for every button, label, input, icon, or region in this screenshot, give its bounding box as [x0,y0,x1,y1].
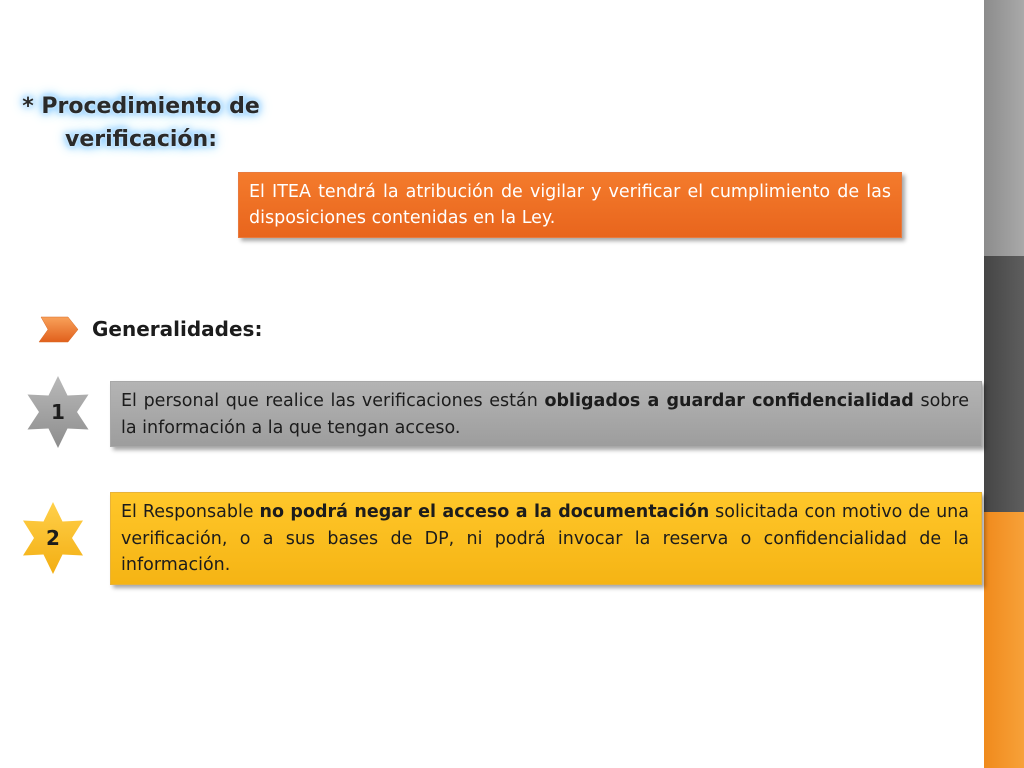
right-stripe-dark [984,256,1024,512]
item-text-plain: El personal que realice las verificaciones están [121,391,545,411]
item-text-bold: no podrá negar el acceso a la documentación [259,502,710,522]
item-badge-number: 2 [46,526,60,550]
right-stripe-orange [984,512,1024,768]
item-text-plain: sobre la información a la que tengan acceso. [121,391,969,438]
item-text-plain: solicitada con motivo de una verificación, o a sus bases de DP, ni podrá invocar la reserva o confidencialidad de la información. [121,502,969,575]
chevron-arrow-icon [37,316,79,343]
right-stripe-gray [984,0,1024,256]
item-badge-number: 1 [51,400,65,424]
item-box-2 [110,492,982,585]
slide-title: * Procedimiento de verificación: [22,94,260,152]
item-badge-2 [20,501,86,575]
item-text-plain: El Responsable [121,502,260,522]
item-box-1 [110,381,982,447]
item-text-bold: obligados a guardar confidencialidad [544,391,914,411]
item-badge-1 [24,375,92,449]
callout-box: El ITEA tendrá la atribución de vigilar y verificar el cumplimiento de las disposiciones contenidas en la Ley. [238,172,902,238]
section-label: Generalidades: [92,317,263,341]
